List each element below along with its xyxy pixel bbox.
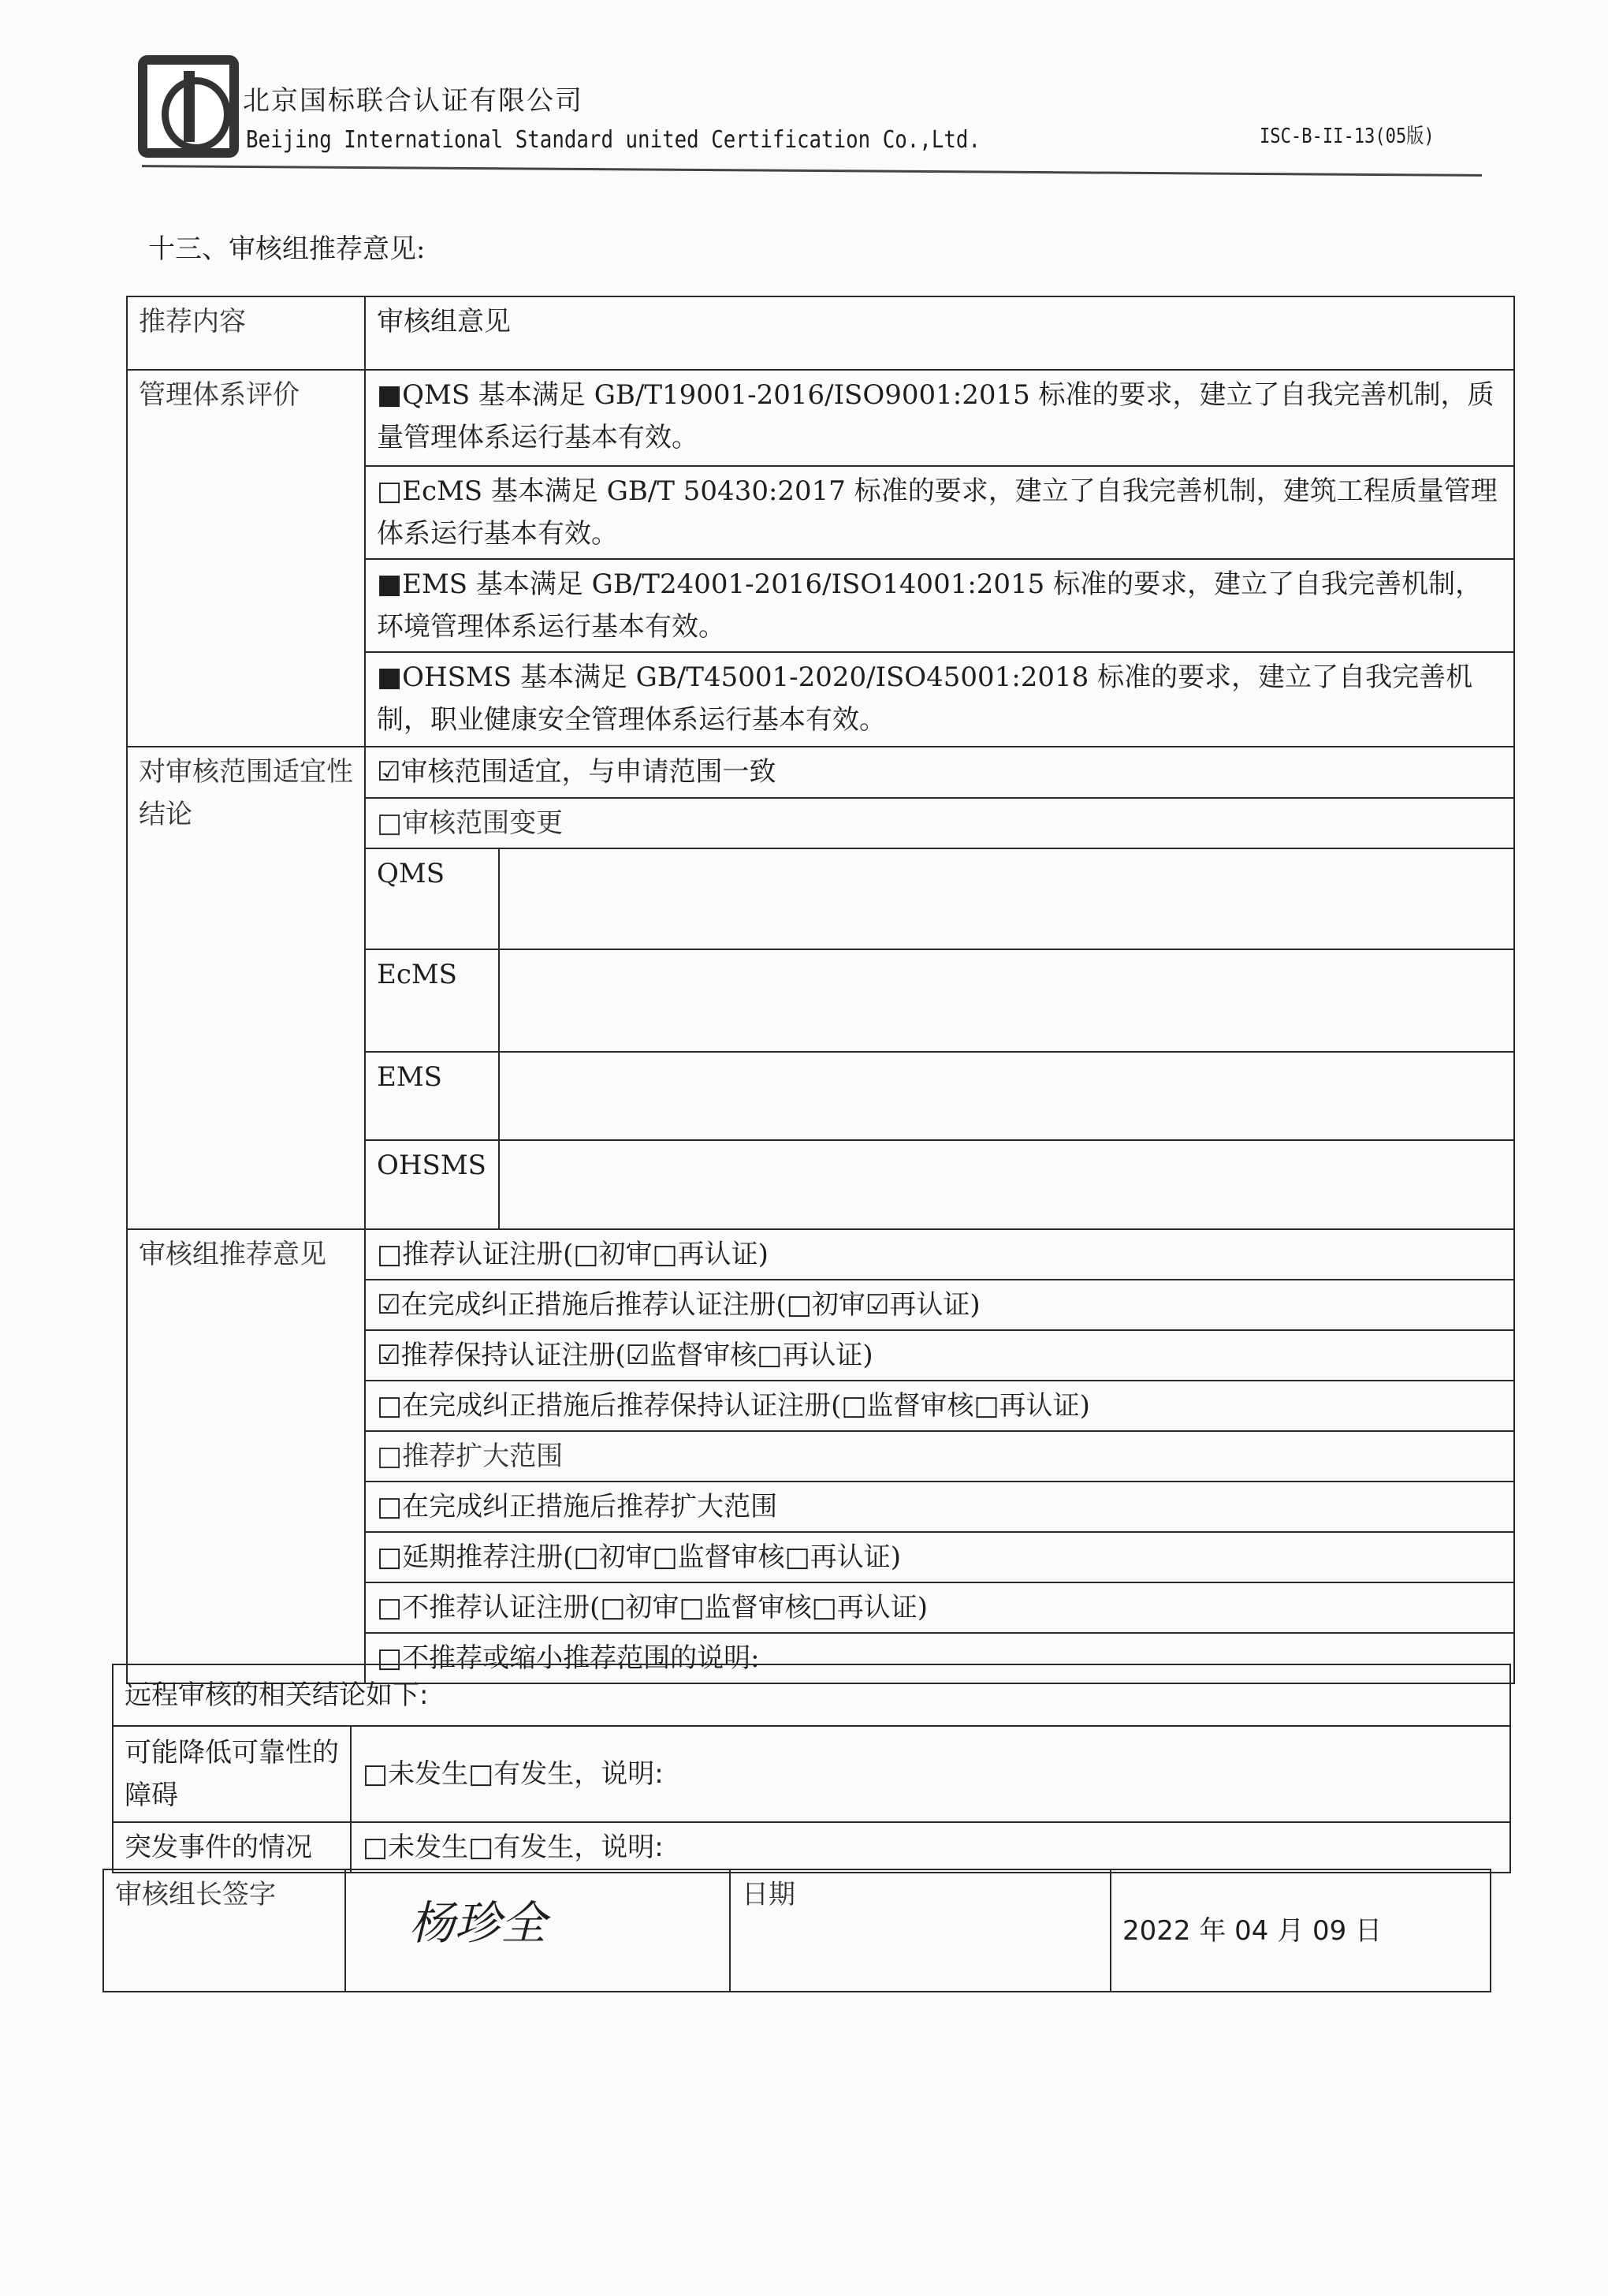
header-divider (142, 165, 1482, 177)
mgmt-item-ohsms: ■OHSMS 基本满足 GB/T45001-2020/ISO45001:2018 标准的要求，建立了自我完善机制，职业健康安全管理体系运行基本有效。 (365, 652, 1514, 747)
recommend-label: 审核组推荐意见 (127, 1229, 365, 1683)
company-logo (138, 55, 239, 158)
scope-change-qms-field (499, 848, 1514, 949)
scope-change-ecms-field (499, 949, 1514, 1052)
mgmt-item-ecms: □EcMS 基本满足 GB/T 50430:2017 标准的要求，建立了自我完善机制，建筑工程质量管理体系运行基本有效。 (365, 466, 1514, 559)
date-value: 2022 年 04 月 09 日 (1111, 1869, 1491, 1992)
mgmt-item-qms: ■QMS 基本满足 GB/T19001-2016/ISO9001:2015 标准的要求，建立了自我完善机制，质量管理体系运行基本有效。 (365, 370, 1514, 466)
scope-item-consistent: ☑审核范围适宜，与申请范围一致 (365, 747, 1514, 798)
mgmt-item-ems: ■EMS 基本满足 GB/T24001-2016/ISO14001:2015 标准的要求，建立了自我完善机制，环境管理体系运行基本有效。 (365, 559, 1514, 652)
section-title: 十三、审核组推荐意见: (148, 233, 426, 265)
leader-signature: 杨珍全 (345, 1869, 730, 1992)
scope-system-ems: EMS (365, 1052, 499, 1140)
col-header-opinion: 审核组意见 (365, 296, 1514, 370)
mgmt-eval-label: 管理体系评价 (127, 370, 365, 747)
remote-audit-table (112, 1664, 1511, 1873)
recommend-item: ☑在完成纠正措施后推荐认证注册(□初审☑再认证) (365, 1280, 1514, 1330)
scope-system-qms: QMS (365, 848, 499, 949)
recommend-item: □推荐扩大范围 (365, 1431, 1514, 1482)
col-header-content: 推荐内容 (127, 296, 365, 370)
recommend-item: □推荐认证注册(□初审□再认证) (365, 1229, 1514, 1280)
scope-label: 对审核范围适宜性结论 (127, 747, 365, 1229)
company-name-cn: 北京国标联合认证有限公司 (243, 85, 583, 117)
reliability-barrier-label: 可能降低可靠性的障碍 (113, 1726, 351, 1822)
recommend-item: □不推荐认证注册(□初审□监督审核□再认证) (365, 1582, 1514, 1633)
date-label: 日期 (730, 1869, 1111, 1992)
scope-change-ohsms-field (499, 1140, 1514, 1229)
recommend-item: ☑推荐保持认证注册(☑监督审核□再认证) (365, 1330, 1514, 1381)
company-name-en: Beijing International Standard united Certification Co.,Ltd. (246, 126, 981, 154)
recommend-item: □在完成纠正措施后推荐保持认证注册(□监督审核□再认证) (365, 1381, 1514, 1431)
scope-system-ohsms: OHSMS (365, 1140, 499, 1229)
scope-change-ems-field (499, 1052, 1514, 1140)
reliability-barrier-value: □未发生□有发生，说明: (351, 1726, 1510, 1822)
emergency-value: □未发生□有发生，说明: (351, 1822, 1510, 1873)
emergency-label: 突发事件的情况 (113, 1822, 351, 1873)
leader-signature-label: 审核组长签字 (103, 1869, 345, 1992)
form-code: ISC-B-II-13(05版) (1260, 125, 1435, 148)
recommend-item: □在完成纠正措施后推荐扩大范围 (365, 1482, 1514, 1532)
recommend-item: □延期推荐注册(□初审□监督审核□再认证) (365, 1532, 1514, 1582)
scope-item-changed: □审核范围变更 (365, 798, 1514, 848)
remote-audit-title: 远程审核的相关结论如下: (113, 1664, 1510, 1726)
signoff-table (102, 1869, 1491, 1992)
recommendation-table (126, 296, 1515, 1684)
scope-system-ecms: EcMS (365, 949, 499, 1052)
recommend-item: □不推荐或缩小推荐范围的说明: (365, 1633, 1514, 1683)
